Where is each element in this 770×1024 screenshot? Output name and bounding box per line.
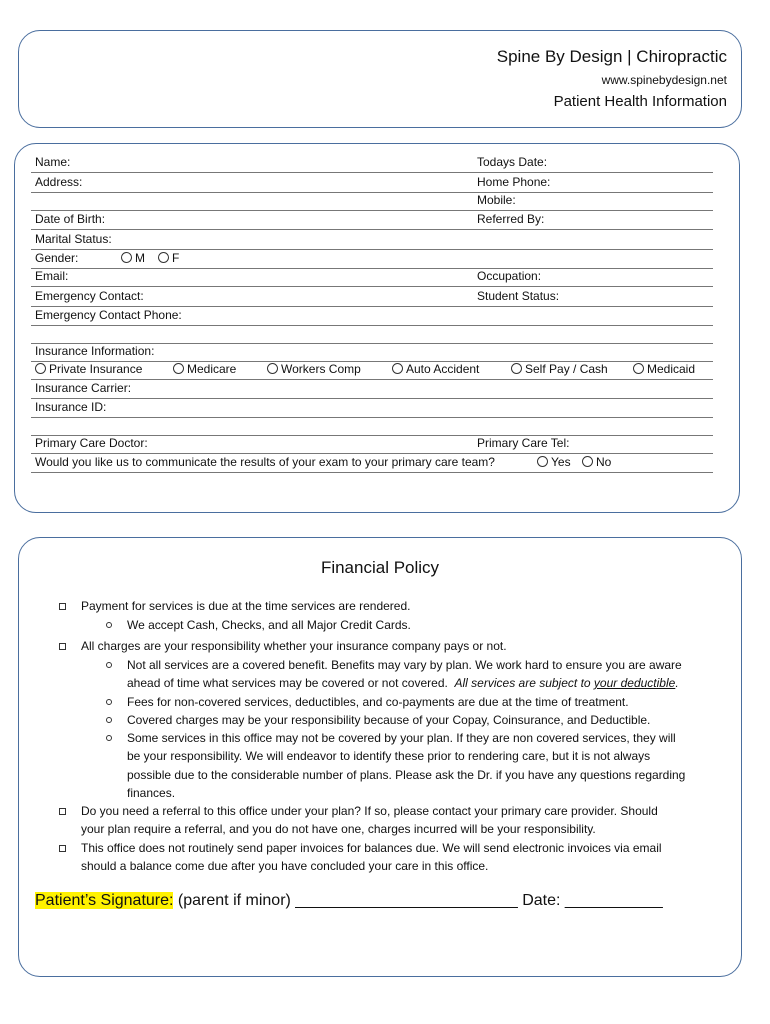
checkbox-icon[interactable] xyxy=(59,808,66,815)
website: www.spinebydesign.net xyxy=(601,73,727,87)
ins-option-private[interactable]: Private Insurance xyxy=(35,361,142,377)
gender-row xyxy=(31,250,713,269)
radio-icon[interactable] xyxy=(173,363,184,374)
referred-by-label: Referred By: xyxy=(477,212,545,226)
email-row[interactable] xyxy=(31,268,713,287)
policy-item: Payment for services is due at the time services are rendered. xyxy=(81,599,411,613)
radio-icon[interactable] xyxy=(392,363,403,374)
occupation-label: Occupation: xyxy=(477,269,542,283)
patient-info-form xyxy=(14,143,740,513)
policy-subitem: Fees for non-covered services, deductibles, and co-payments are due at the time of treatment. xyxy=(127,695,629,709)
name-label: Name: xyxy=(35,155,71,169)
bullet-icon xyxy=(106,699,112,705)
bullet-icon xyxy=(106,735,112,741)
gender-m-option[interactable]: M xyxy=(121,250,145,266)
pcp-label: Primary Care Doctor: xyxy=(35,436,148,450)
communicate-row xyxy=(31,454,713,473)
financial-policy-box xyxy=(18,537,742,977)
practice-name: Spine By Design | Chiropractic xyxy=(496,47,727,66)
mobile-row[interactable] xyxy=(31,192,713,211)
signature-label: Patient’s Signature: xyxy=(35,892,174,909)
policy-subitem: We accept Cash, Checks, and all Major Credit Cards. xyxy=(127,618,411,632)
policy-subitem: Some services in this office may not be covered by your plan. If they are non covered services, they will be your responsibility. We will endeavor to identify these prior to rendering care, but it is not always possible due to the considerable number of plans. Please ask the Dr. if you have any questions regarding finances. xyxy=(127,731,686,800)
financial-title: Financial Policy xyxy=(320,558,440,577)
student-status-label: Student Status: xyxy=(477,289,560,303)
radio-icon[interactable] xyxy=(35,363,46,374)
email-label: Email: xyxy=(35,269,69,283)
policy-item: This office does not routinely send paper invoices for balances due. We will send electronic invoices via email should a balance come due after you have concluded your care in this office. xyxy=(81,841,662,874)
emergency-phone-label: Emergency Contact Phone: xyxy=(35,308,182,322)
bullet-icon xyxy=(106,622,112,628)
blank-row[interactable] xyxy=(31,417,713,436)
ins-option-workers-comp[interactable]: Workers Comp xyxy=(267,361,361,377)
address-row[interactable] xyxy=(31,174,713,193)
marital-label: Marital Status: xyxy=(35,232,112,246)
policy-item: Do you need a referral to this office under your plan? If so, please contact your primary care provider. Should your plan require a referral, and you do not have one, charges incurred will be your responsibility. xyxy=(81,804,658,837)
insurance-info-row xyxy=(31,343,713,362)
bullet-icon xyxy=(106,717,112,723)
carrier-label: Insurance Carrier: xyxy=(35,381,132,395)
emergency-contact-label: Emergency Contact: xyxy=(35,289,144,303)
signature-line[interactable] xyxy=(35,892,663,910)
radio-icon[interactable] xyxy=(158,252,169,263)
policy-subitem: Not all services are a covered benefit. Benefits may vary by plan. We work hard to ensure you are aware ahead of time what services may be covered or not covered. All services are subject to your deductible. xyxy=(127,658,682,691)
blank-row[interactable] xyxy=(31,325,713,344)
gender-f-option[interactable]: F xyxy=(158,250,179,266)
radio-icon[interactable] xyxy=(537,456,548,467)
radio-icon[interactable] xyxy=(582,456,593,467)
ins-option-self-pay[interactable]: Self Pay / Cash xyxy=(511,361,608,377)
gender-label: Gender: xyxy=(35,251,79,265)
bullet-icon xyxy=(106,662,112,668)
ins-option-medicare[interactable]: Medicare xyxy=(173,361,236,377)
carrier-row[interactable] xyxy=(31,380,713,399)
ins-option-auto-accident[interactable]: Auto Accident xyxy=(392,361,479,377)
radio-icon[interactable] xyxy=(511,363,522,374)
insurance-options-row xyxy=(31,361,713,380)
address-label: Address: xyxy=(35,175,83,189)
checkbox-icon[interactable] xyxy=(59,603,66,610)
marital-row[interactable] xyxy=(31,231,713,250)
policy-subitem: Covered charges may be your responsibility because of your Copay, Coinsurance, and Deductible. xyxy=(127,713,651,727)
name-row[interactable] xyxy=(31,154,713,173)
header-box xyxy=(18,30,742,128)
ins-id-label: Insurance ID: xyxy=(35,400,107,414)
checkbox-icon[interactable] xyxy=(59,845,66,852)
dob-row[interactable] xyxy=(31,211,713,230)
emergency-phone-row[interactable] xyxy=(31,307,713,326)
home-phone-label: Home Phone: xyxy=(477,175,551,189)
ins-id-row[interactable] xyxy=(31,399,713,418)
radio-icon[interactable] xyxy=(267,363,278,374)
insurance-info-label: Insurance Information: xyxy=(35,344,155,358)
radio-icon[interactable] xyxy=(121,252,132,263)
form-title: Patient Health Information xyxy=(553,93,727,110)
pcp-tel-label: Primary Care Tel: xyxy=(477,436,570,450)
checkbox-icon[interactable] xyxy=(59,643,66,650)
emergency-contact-row[interactable] xyxy=(31,288,713,307)
dob-label: Date of Birth: xyxy=(35,212,106,226)
signature-field[interactable]: (parent if minor) _________________________ Date: ___________ xyxy=(177,892,663,909)
communicate-yes[interactable]: Yes xyxy=(537,454,571,470)
policy-item: All charges are your responsibility whether your insurance company pays or not. xyxy=(81,639,507,653)
pcp-row[interactable] xyxy=(31,435,713,454)
communicate-no[interactable]: No xyxy=(582,454,611,470)
radio-icon[interactable] xyxy=(633,363,644,374)
communicate-question: Would you like us to communicate the results of your exam to your primary care team? xyxy=(35,455,495,469)
mobile-label: Mobile: xyxy=(477,193,516,207)
todays-date-label: Todays Date: xyxy=(477,155,548,169)
ins-option-medicaid[interactable]: Medicaid xyxy=(633,361,695,377)
